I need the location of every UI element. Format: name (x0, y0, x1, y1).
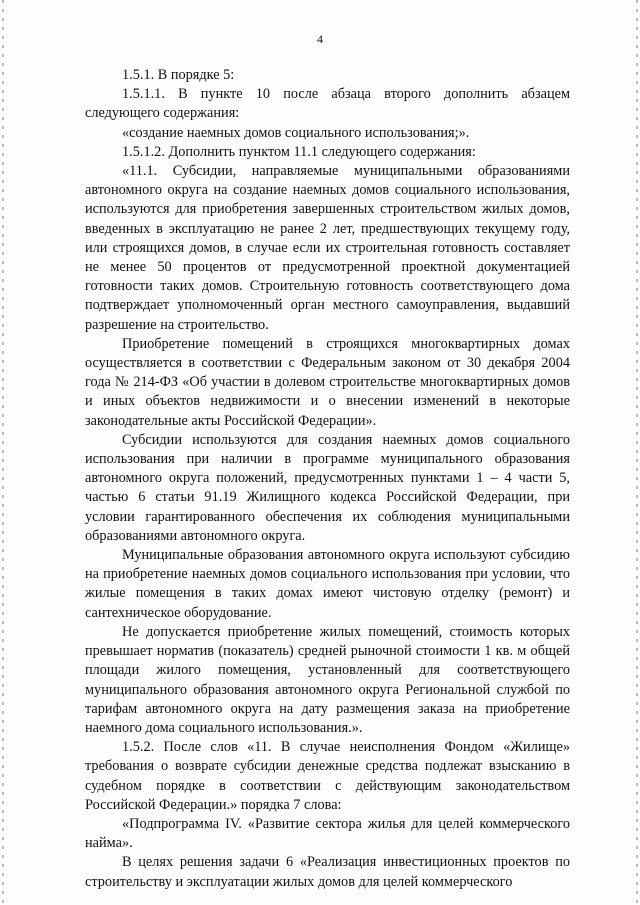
paragraph: 1.5.1. В порядке 5: (122, 67, 235, 83)
paragraph: «11.1. Субсидии, направляемые муниципальными образованиями автономного округа на создание наемных домов социального использования, используются для приобретения завершенных строительством жилых домов, введенных в эксплуатацию не ранее 2 лет, предшествующих текущему году, или строящихся домов, в случае если их строительная готовность составляет не менее 50 процентов от предусмотренной проектной документацией готовности таких домов. Строительную готовность соответствующего дома подтверждает уполномоченный орган местного самоуправления, выдавший разрешение на строительство. (85, 163, 570, 333)
scan-edge-left (2, 0, 4, 905)
paragraph: 1.5.1.1. В пункте 10 после абзаца второго дополнить абзацем следующего содержания: (85, 86, 570, 122)
paragraph: В целях решения задачи 6 «Реализация инвестиционных проектов по строительству и эксплуатации жилых домов для целей коммерческого (85, 854, 570, 890)
paragraph: 1.5.1.2. Дополнить пунктом 11.1 следующего содержания: (122, 143, 476, 160)
paragraph: 1.5.2. После слов «11. В случае неисполнения Фондом «Жилище» требования о возврате субсидии денежные средства подлежат взысканию в судебном порядке в соответствии с действующим законодательством Российской Федерации.» порядка 7 слова: (85, 739, 570, 813)
scan-edge-right (636, 0, 638, 905)
document-body (85, 66, 570, 892)
paragraph: Субсидии используются для создания наемных домов социального использования при наличии в программе муниципального образования автономного округа положений, предусмотренных пунктами 1 – 4 части 5, частью 6 статьи 91.19 Жилищного кодекса Российской Федерации, при условии гарантированного обеспечения их соблюдения муниципальными образованиями автономного округа. (85, 431, 570, 544)
paragraph: Приобретение помещений в строящихся многоквартирных домах осуществляется в соответствии с Федеральным законом от 30 декабря 2004 года № 214-ФЗ «Об участии в долевом строительстве многоквартирных домов и иных объектов недвижимости и о внесении изменений в некоторые законодательные акты Российской Федерации». (85, 335, 570, 429)
paragraph: Муниципальные образования автономного округа используют субсидию на приобретение наемных домов социального использования при условии, что жилые помещения в таких домах имеют чистовую отделку (ремонт) и сантехническое оборудование. (85, 547, 570, 621)
paragraph: Не допускается приобретение жилых помещений, стоимость которых превышает норматив (показатель) средней рыночной стоимости 1 кв. м общей площади жилого помещения, установленный для соответствующего муниципального образования автономного округа Региональной службой по тарифам автономного округа на дату размещения заказа на приобретение наемного дома социального использования.». (85, 623, 570, 736)
page-number: 4 (317, 32, 323, 46)
paragraph: «создание наемных домов социального использования;». (122, 124, 470, 141)
paragraph: «Подпрограмма IV. «Развитие сектора жилья для целей коммерческого найма». (85, 815, 570, 852)
